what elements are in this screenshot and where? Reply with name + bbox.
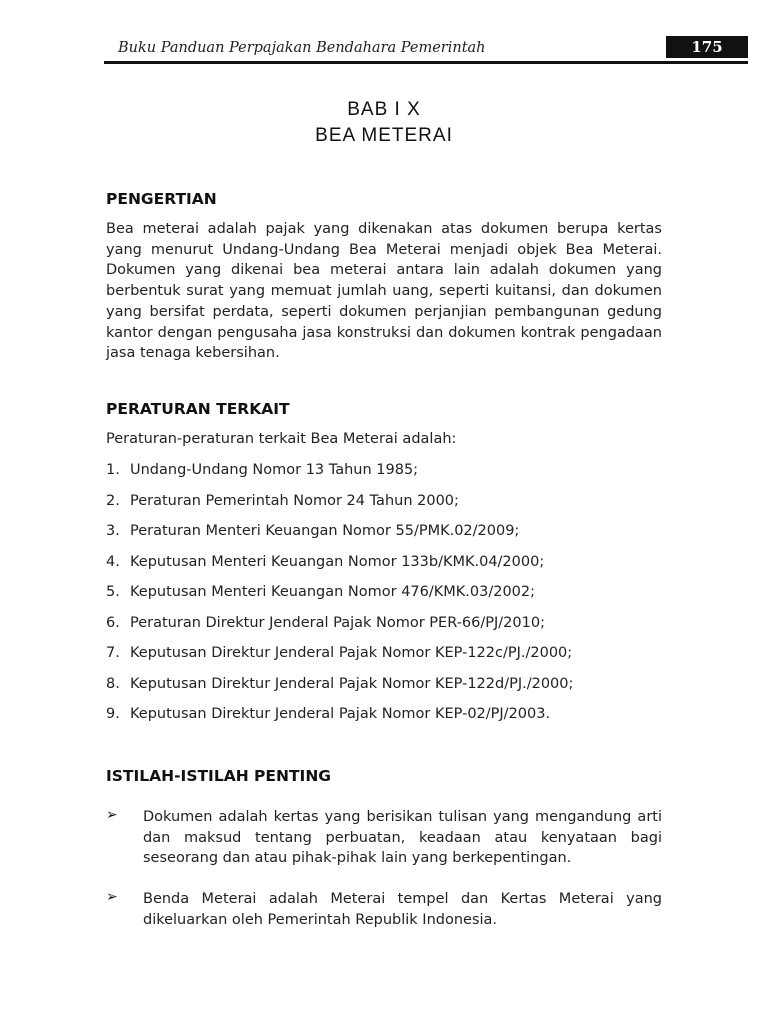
peraturan-intro: Peraturan-peraturan terkait Bea Meterai adalah: bbox=[106, 431, 457, 447]
list-number: 5. bbox=[106, 584, 120, 600]
chapter-number: BAB I X bbox=[347, 99, 421, 120]
list-item-text: Peraturan Pemerintah Nomor 24 Tahun 2000; bbox=[130, 492, 459, 509]
section-heading-pengertian: PENGERTIAN bbox=[106, 190, 217, 208]
page-number: 175 bbox=[666, 36, 748, 58]
list-item bbox=[106, 645, 573, 676]
term-text: Dokumen adalah kertas yang berisikan tulisan yang mengandung arti dan maksud tentang perbuatan, keadaan atau kenyataan bagi seseorang dan atau pihak-pihak lain yang berkepentingan. bbox=[143, 809, 662, 867]
list-number: 7. bbox=[106, 645, 120, 661]
list-item-text: Peraturan Direktur Jenderal Pajak Nomor PER-66/PJ/2010; bbox=[130, 614, 545, 631]
list-item bbox=[106, 706, 573, 737]
list-item-text: Keputusan Direktur Jenderal Pajak Nomor KEP-02/PJ/2003. bbox=[130, 706, 551, 722]
list-number: 3. bbox=[106, 523, 120, 539]
header-divider bbox=[104, 61, 748, 64]
list-number: 6. bbox=[106, 614, 120, 631]
list-item bbox=[106, 676, 573, 707]
section-heading-peraturan: PERATURAN TERKAIT bbox=[106, 400, 290, 418]
list-item bbox=[106, 462, 573, 493]
term-item-benda-meterai bbox=[106, 889, 662, 930]
list-item bbox=[106, 615, 573, 646]
list-number: 8. bbox=[106, 675, 120, 692]
list-item bbox=[106, 584, 573, 615]
arrow-bullet-icon: ➢ bbox=[106, 889, 118, 905]
regulation-list bbox=[106, 462, 573, 737]
list-item-text: Keputusan Direktur Jenderal Pajak Nomor KEP-122d/PJ./2000; bbox=[130, 675, 574, 692]
list-number: 2. bbox=[106, 492, 120, 509]
list-item bbox=[106, 523, 573, 554]
term-item-dokumen bbox=[106, 807, 662, 869]
book-title: Buku Panduan Perpajakan Bendahara Pemerintah bbox=[118, 40, 486, 56]
list-number: 9. bbox=[106, 706, 120, 722]
chapter-title: BEA METERAI bbox=[315, 125, 453, 146]
term-text: Benda Meterai adalah Meterai tempel dan Kertas Meterai yang dikeluarkan oleh Pemerintah Republik Indonesia. bbox=[143, 891, 662, 928]
list-item-text: Undang-Undang Nomor 13 Tahun 1985; bbox=[130, 462, 419, 478]
list-item-text: Keputusan Direktur Jenderal Pajak Nomor KEP-122c/PJ./2000; bbox=[130, 645, 573, 661]
list-item bbox=[106, 493, 573, 524]
section-heading-istilah: ISTILAH-ISTILAH PENTING bbox=[106, 767, 332, 785]
pengertian-paragraph: Bea meterai adalah pajak yang dikenakan atas dokumen berupa kertas yang menurut Undang-Undang Bea Meterai menjadi objek Bea Meterai. Dokumen yang dikenai bea meterai antara lain adalah dokumen yang berbentuk surat yang memuat jumlah uang, seperti kuitansi, dan dokumen yang bersifat perdata, seperti dokumen perjanjian pembangunan gedung kantor dengan pengusaha jasa konstruksi dan dokumen kontrak pengadaan jasa tenaga kebersihan. bbox=[106, 221, 662, 362]
arrow-bullet-icon: ➢ bbox=[106, 807, 118, 823]
list-number: 4. bbox=[106, 553, 120, 570]
list-item-text: Peraturan Menteri Keuangan Nomor 55/PMK.02/2009; bbox=[130, 523, 520, 539]
running-header bbox=[104, 36, 748, 66]
list-number: 1. bbox=[106, 462, 120, 478]
list-item bbox=[106, 554, 573, 585]
list-item-text: Keputusan Menteri Keuangan Nomor 133b/KMK.04/2000; bbox=[130, 553, 545, 570]
list-item-text: Keputusan Menteri Keuangan Nomor 476/KMK.03/2002; bbox=[130, 584, 536, 600]
